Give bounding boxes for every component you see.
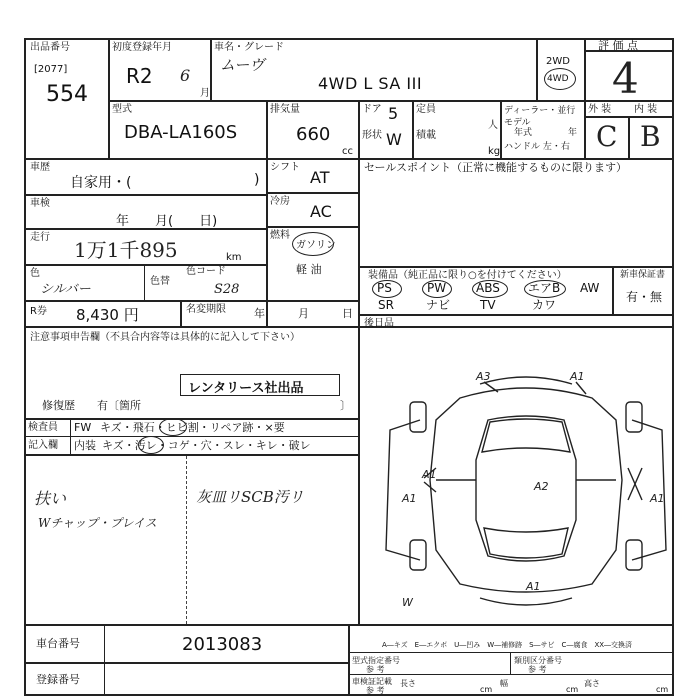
- color-code: S28: [214, 282, 240, 297]
- mark-w: W: [402, 596, 413, 609]
- chassis-number: 2013083: [182, 634, 263, 655]
- first-reg-label: 初度登録年月: [112, 42, 172, 53]
- equipment-label: 装備品（純正品に限り○を付けてください）: [368, 270, 567, 281]
- divider: [266, 100, 268, 158]
- model: DBA-LA160S: [124, 122, 238, 143]
- score-label: 評 価 点: [598, 39, 638, 52]
- divider: [24, 418, 358, 420]
- rental-stamp: レンタリース社出品: [188, 381, 304, 396]
- dotted-divider: [186, 456, 188, 624]
- divider: [510, 652, 511, 674]
- recycle-label: R券: [30, 306, 47, 317]
- inspection-label: 車検: [30, 198, 50, 209]
- drive-4wd: 4WD: [547, 74, 569, 84]
- interior-label: 内 装: [634, 104, 658, 115]
- ext-items: キズ・飛石・ヒビ割・リペア跡・×要: [100, 421, 285, 434]
- fuel-label: 燃料: [270, 230, 290, 241]
- title-deadline-label: 名変期限: [186, 304, 226, 315]
- exterior-grade: C: [596, 120, 618, 153]
- divider: [358, 100, 360, 158]
- sales-point-label: セールスポイント（正常に機能するものに限ります）: [364, 161, 628, 174]
- equip-aw: AW: [580, 281, 600, 295]
- category-label: 類別区分番号: [514, 656, 562, 665]
- year-unit: 年: [568, 128, 578, 138]
- ac-label: 冷房: [270, 196, 290, 207]
- length-unit: cm: [480, 685, 493, 694]
- year-label: 年式: [514, 128, 533, 138]
- dealer-label: ディーラー・並行: [504, 106, 576, 116]
- damage-legend: A―キズ E―エクボ U―凹み W―補修跡 S―サビ C―腐食 XX―交換済: [382, 641, 633, 649]
- repair-label: 修復歴 有〔箇所: [42, 399, 141, 412]
- equip-pw: PW: [427, 281, 447, 295]
- divider: [536, 38, 538, 100]
- color-label: 色: [30, 268, 40, 279]
- shape: W: [386, 130, 402, 149]
- score: 4: [612, 54, 639, 103]
- displacement: 660: [296, 124, 331, 145]
- repair-close: 〕: [340, 399, 351, 412]
- divider: [24, 264, 266, 266]
- car-name: ムーヴ: [220, 56, 265, 74]
- shape-label: 形状: [362, 130, 382, 141]
- equip-tv: TV: [480, 298, 496, 312]
- divider: [24, 436, 358, 437]
- divider: [584, 38, 586, 158]
- type-designation-label: 型式指定番号: [352, 656, 400, 665]
- stain-circle: [138, 436, 164, 454]
- divider: [24, 158, 674, 160]
- equip-sr: SR: [378, 298, 394, 312]
- mileage-value: 1万1千895: [74, 238, 178, 262]
- divider: [358, 314, 674, 316]
- divider: [104, 624, 105, 694]
- warranty-value: 有・無: [626, 290, 663, 304]
- displacement-label: 排気量: [270, 104, 300, 115]
- color-code-label: 色コード: [186, 266, 226, 277]
- size-ref: 参 考: [366, 686, 385, 695]
- new-car-warranty-label: 新車保証書: [620, 270, 666, 280]
- frame-top: [24, 38, 674, 40]
- mark-a1-front: A1: [570, 370, 585, 383]
- divider: [210, 38, 212, 100]
- divider: [24, 194, 266, 196]
- mark-a1-left-upper: A1: [422, 468, 437, 481]
- divider: [180, 300, 182, 326]
- divider: [108, 38, 110, 158]
- divider: [24, 662, 348, 664]
- divider: [144, 264, 145, 300]
- divider: [24, 454, 358, 456]
- shift-label: シフト: [270, 162, 300, 173]
- inspection-value: 年 月( 日): [116, 214, 218, 229]
- color-change-label: 色替: [150, 276, 170, 287]
- lot-code: [2077]: [34, 64, 68, 75]
- divider: [500, 100, 502, 158]
- lot-number: 554: [46, 82, 88, 107]
- lot-label: 出品番号: [30, 42, 70, 53]
- capacity-unit: 人: [488, 120, 498, 131]
- mark-a1-rear: A1: [526, 580, 541, 593]
- divider: [348, 652, 674, 653]
- divider: [24, 300, 358, 302]
- post-label: 後日品: [364, 318, 394, 329]
- equip-airbag: エアB: [528, 281, 561, 295]
- equip-ps: PS: [377, 281, 392, 295]
- doors-label: ドア: [362, 104, 382, 115]
- mark-a1-left: A1: [402, 492, 417, 505]
- notes-label: 注意事項申告欄（不具合内容等は具体的に記入して下さい）: [30, 332, 300, 343]
- divider: [266, 192, 358, 194]
- divider: [412, 100, 414, 158]
- color-value: シルバー: [40, 282, 91, 297]
- frame-right: [672, 38, 674, 696]
- ac-value: AC: [310, 202, 332, 221]
- width-label: 幅: [500, 679, 508, 688]
- height-unit: cm: [656, 685, 669, 694]
- fuel-gas: ガソリン: [296, 240, 336, 251]
- car-name-label: 車名・グレード: [214, 42, 284, 53]
- exterior-label: 外 装: [588, 104, 612, 115]
- era-year: R2: [126, 64, 153, 88]
- divider: [266, 226, 358, 228]
- divider: [348, 674, 674, 675]
- handwritten-note-3: 灰皿リSCB汚リ: [196, 488, 304, 506]
- fuel-diesel: 軽 油: [296, 263, 322, 276]
- int-label: 内装: [74, 439, 96, 452]
- int-items: キズ・汚レ・コゲ・穴・スレ・キレ・破レ: [102, 439, 311, 452]
- car-damage-diagram: [380, 360, 672, 622]
- capacity-label: 定員: [416, 104, 436, 115]
- divider: [348, 624, 350, 694]
- chassis-label: 車台番号: [36, 637, 80, 650]
- drive-2wd: 2WD: [546, 56, 570, 67]
- grade: 4WD L SA III: [318, 74, 423, 93]
- reg-month: 6: [180, 66, 191, 85]
- divider: [24, 326, 674, 328]
- divider: [358, 326, 360, 624]
- load-unit: kg: [488, 146, 501, 157]
- size-label: 車検証記載: [352, 677, 392, 686]
- type-ref: 参 考: [366, 665, 385, 674]
- divider: [358, 158, 360, 328]
- history-close: ): [254, 172, 260, 188]
- reg-label: 登録番号: [36, 673, 80, 686]
- recycle-value: 8,430 円: [76, 306, 139, 324]
- divider: [108, 100, 674, 102]
- shift-value: AT: [310, 168, 330, 187]
- equip-leather: カワ: [532, 298, 557, 312]
- record-label: 記入欄: [28, 440, 58, 451]
- divider: [70, 418, 71, 454]
- length-label: 長さ: [400, 679, 416, 688]
- height-label: 高さ: [584, 679, 600, 688]
- model-label: 型式: [112, 104, 132, 115]
- doors: 5: [388, 104, 399, 123]
- mileage-unit: km: [226, 252, 242, 263]
- load-label: 積載: [416, 130, 436, 141]
- month-unit: 月: [200, 88, 210, 99]
- equip-navi: ナビ: [426, 298, 451, 312]
- handle-label: ハンドル 左・右: [504, 142, 570, 152]
- mark-a3: A3: [476, 370, 491, 383]
- title-deadline-value: 年 月 日: [254, 307, 353, 320]
- divider: [612, 266, 614, 314]
- mark-a1-right: A1: [650, 492, 665, 505]
- interior-grade: B: [640, 120, 661, 153]
- mileage-label: 走行: [30, 232, 50, 243]
- mark-a2-roof: A2: [534, 480, 549, 493]
- fw-label: FW: [74, 421, 92, 434]
- inspector-label: 検査員: [28, 422, 58, 433]
- model-year-label: モデル: [504, 118, 531, 128]
- handwritten-note-2: Wチャップ・プレイス: [38, 516, 157, 530]
- handwritten-note-1: 扶い: [34, 489, 67, 508]
- divider: [628, 116, 630, 158]
- stone-chip-circle: [159, 418, 187, 436]
- displacement-unit: cc: [342, 146, 353, 157]
- history-value: 自家用・(: [70, 175, 132, 191]
- category-ref: 参 考: [528, 665, 547, 674]
- divider: [358, 266, 674, 268]
- equip-abs: ABS: [476, 281, 500, 295]
- width-unit: cm: [566, 685, 579, 694]
- history-label: 車歴: [30, 162, 50, 173]
- frame-left: [24, 38, 26, 696]
